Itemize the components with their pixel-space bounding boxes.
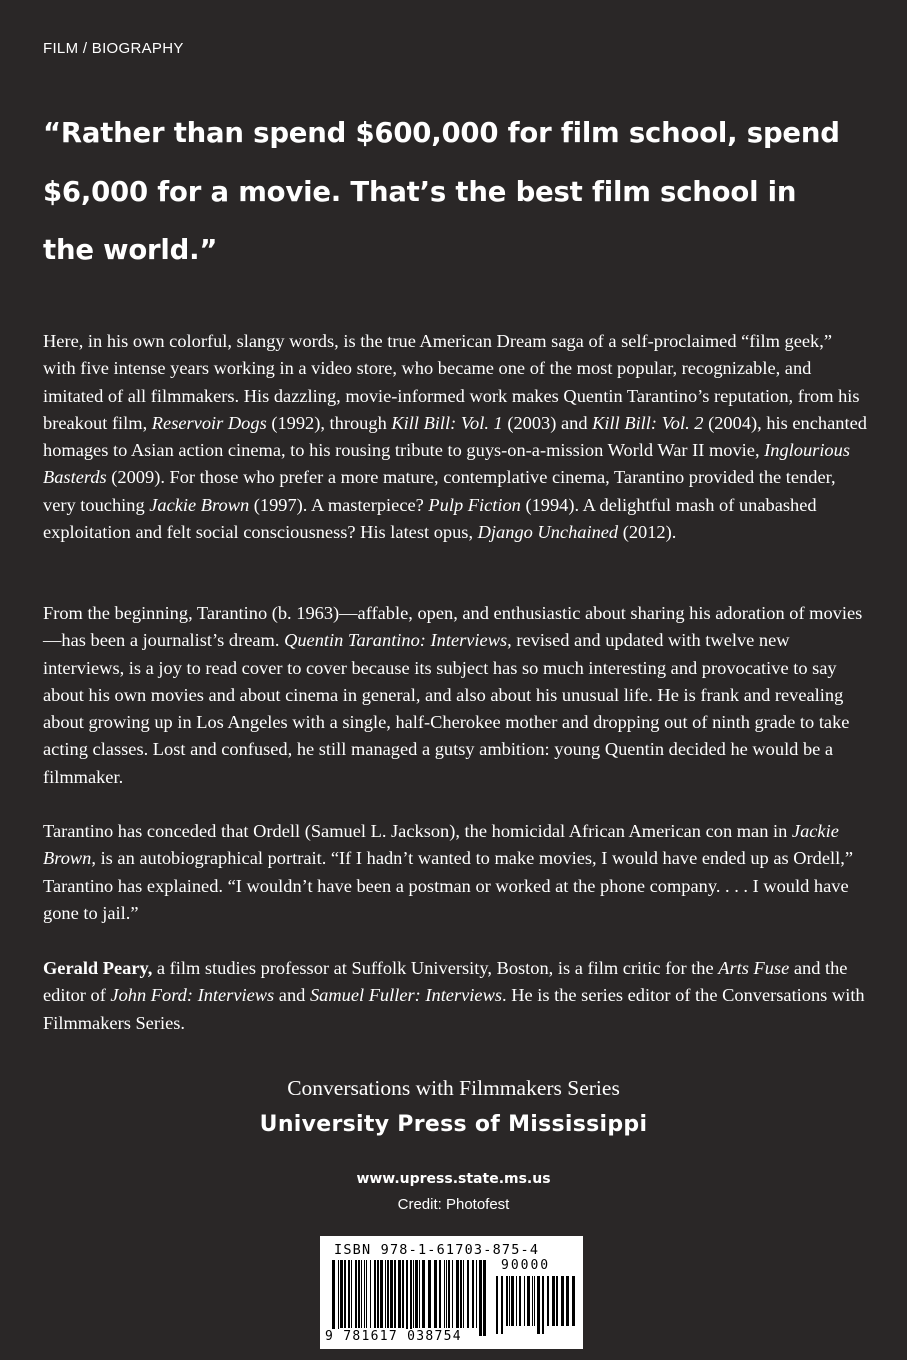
barcode-bar xyxy=(448,1260,450,1328)
barcode-bar xyxy=(351,1260,352,1328)
text-run: (2009). For those who prefer a more mature, contemplative cinema, Tarantino provided the tender, very touching xyxy=(43,467,836,515)
barcode-bar xyxy=(422,1260,425,1328)
barcode-bar xyxy=(390,1260,393,1328)
italic-title: Django Unchained xyxy=(477,522,619,543)
rich-paragraph xyxy=(43,955,868,1037)
barcode-bar xyxy=(446,1260,447,1328)
barcode-bar xyxy=(566,1276,569,1326)
italic-title: Jackie Brown xyxy=(43,821,839,869)
barcode-bar xyxy=(561,1276,564,1326)
text-run: (2003) and xyxy=(502,412,593,433)
pull-quote xyxy=(43,104,873,280)
text-run: (1994). A delightful mash of unabashed exploitation and felt social consciousness? His latest opus, xyxy=(43,494,817,543)
text-run: . He is the series editor of the Conversations with Filmmakers Series. xyxy=(43,985,865,1033)
italic-title: Quentin Tarantino: Interviews xyxy=(284,630,508,651)
barcode-bar xyxy=(572,1276,575,1326)
quote-line: the world.” xyxy=(43,234,218,266)
barcode-bar xyxy=(355,1260,357,1328)
text-run: , is an autobiographical portrait. “If I hadn’t wanted to make movies, I would have ended up as Ordell,” Tarantino has explained. “I wouldn’t have been a postman or worked at the phone company. . . . I would have gone to jail.” xyxy=(43,848,853,923)
bold-name: Gerald Peary, xyxy=(43,958,153,978)
barcode-bar xyxy=(463,1260,464,1328)
addon-barcode-bars xyxy=(496,1276,576,1334)
barcode-bar xyxy=(456,1260,459,1328)
description-paragraph-2 xyxy=(43,600,868,791)
barcode-bar xyxy=(519,1276,521,1326)
text-run: (2012). xyxy=(618,522,677,543)
italic-title: Pulp Fiction xyxy=(428,494,521,515)
barcode-bar xyxy=(374,1260,376,1328)
text-run: (1997). A masterpiece? xyxy=(249,494,429,515)
ean-barcode-bars xyxy=(332,1260,492,1336)
barcode-bar xyxy=(385,1260,386,1328)
barcode-bar xyxy=(344,1260,346,1328)
text-run: and xyxy=(274,985,310,1006)
barcode-bar xyxy=(338,1260,339,1336)
barcode-bar xyxy=(340,1260,343,1328)
italic-title: Jackie Brown xyxy=(149,494,250,515)
barcode-bar xyxy=(358,1260,360,1328)
text-run: (1992), through xyxy=(266,412,392,433)
barcode-bar xyxy=(552,1276,555,1326)
barcode-bar xyxy=(439,1260,441,1328)
barcode-bar xyxy=(361,1260,362,1328)
barcode-bar xyxy=(364,1260,365,1328)
barcode-bar xyxy=(479,1260,482,1336)
barcode-bar xyxy=(406,1260,408,1336)
barcode-bar xyxy=(524,1276,525,1326)
text-run: Tarantino has conceded that Ordell (Samuel L. Jackson), the homicidal African American con man in xyxy=(43,821,792,841)
barcode-bar xyxy=(452,1260,453,1328)
text-run: and the editor of xyxy=(43,958,848,1006)
barcode-bar xyxy=(370,1260,371,1328)
barcode-bar xyxy=(444,1260,445,1328)
barcode-bar xyxy=(537,1276,540,1334)
rich-paragraph xyxy=(43,600,868,791)
text-run: From the beginning, Tarantino (b. 1963)—affable, open, and enthusiastic about sharing his adoration of movies—has been a journalist’s dream. xyxy=(43,603,863,651)
italic-title: John Ford: Interviews xyxy=(110,985,275,1006)
text-run: (2004), his enchanted homages to Asian action cinema, to his rousing tribute to guys-on-a-mission World War II movie, xyxy=(43,412,867,461)
isbn-barcode xyxy=(320,1236,583,1349)
barcode-bar xyxy=(483,1260,486,1336)
barcode-bar xyxy=(472,1260,474,1328)
italic-title: Samuel Fuller: Interviews xyxy=(309,985,502,1006)
rich-paragraph xyxy=(43,328,868,546)
italic-title: Kill Bill: Vol. 1 xyxy=(391,412,503,433)
publisher-name: University Press of Mississippi xyxy=(259,1112,648,1137)
barcode-bar xyxy=(516,1276,517,1326)
italic-title: Inglourious Basterds xyxy=(43,440,850,488)
barcode-bar xyxy=(387,1260,389,1328)
publisher-website: www.upress.state.ms.us xyxy=(356,1171,551,1187)
barcode-bar xyxy=(460,1260,462,1328)
editor-bio-paragraph xyxy=(43,955,868,1037)
price-addon-number: 90000 xyxy=(501,1258,551,1273)
category-label: FILM / BIOGRAPHY xyxy=(43,40,184,57)
photo-credit: Credit: Photofest xyxy=(397,1196,510,1213)
barcode-bar xyxy=(511,1276,514,1326)
italic-title: Arts Fuse xyxy=(718,958,790,978)
barcode-bar xyxy=(532,1276,533,1326)
barcode-bar xyxy=(348,1260,350,1328)
barcode-bar xyxy=(419,1260,420,1328)
barcode-bar xyxy=(534,1276,535,1326)
quote-line: $6,000 for a movie. That’s the best film school in xyxy=(43,175,797,208)
description-paragraph-1 xyxy=(43,328,868,546)
barcode-bar xyxy=(428,1260,431,1328)
barcode-bar xyxy=(402,1260,404,1328)
barcode-bar xyxy=(332,1260,335,1336)
barcode-bar xyxy=(467,1260,469,1328)
barcode-bar xyxy=(410,1260,412,1336)
barcode-bar xyxy=(415,1260,418,1328)
barcode-bar xyxy=(394,1260,396,1328)
barcode-bar xyxy=(547,1276,549,1326)
series-name: Conversations with Filmmakers Series xyxy=(287,1076,620,1100)
barcode-bar xyxy=(380,1260,383,1328)
text-run: Here, in his own colorful, slangy words, is the true American Dream saga of a self-proclaimed “film geek,” with five intense years working in a video store, who became one of the most popular, recognizable, and imitated of all filmmakers. His dazzling, movie-informed work makes Quentin Tarantino’s reputation, from his breakout film, xyxy=(43,331,860,433)
description-paragraph-3 xyxy=(43,818,868,927)
italic-title: Reservoir Dogs xyxy=(151,412,267,433)
barcode-bar xyxy=(527,1276,530,1326)
ean-number: 9 781617 038754 xyxy=(325,1329,462,1344)
barcode-bar xyxy=(556,1276,558,1326)
barcode-bar xyxy=(366,1260,367,1328)
barcode-bar xyxy=(377,1260,379,1328)
barcode-bar xyxy=(398,1260,401,1328)
barcode-bar xyxy=(434,1260,437,1328)
text-run: a film studies professor at Suffolk University, Boston, is a film critic for the xyxy=(152,958,719,978)
quote-line: “Rather than spend $600,000 for film school, spend xyxy=(43,117,840,149)
barcode-bar xyxy=(506,1276,508,1326)
rich-paragraph xyxy=(43,818,868,927)
barcode-bar xyxy=(413,1260,414,1328)
barcode-bar xyxy=(476,1260,477,1328)
barcode-bar xyxy=(509,1276,510,1326)
italic-title: Kill Bill: Vol. 2 xyxy=(592,412,704,433)
text-run: , revised and updated with twelve new interviews, is a joy to read cover to cover because its subject has so much interesting and provocative to say about his own movies and about cinema in general, and also about his unusual life. He is frank and revealing about growing up in Los Angeles with a single, half-Cherokee mother and dropping out of ninth grade to take acting classes. Lost and confused, he still managed a gutsy ambition: young Quentin decided he would be a filmmaker. xyxy=(43,630,850,787)
barcode-bar xyxy=(501,1276,503,1334)
barcode-bar xyxy=(496,1276,498,1334)
isbn-number: ISBN 978-1-61703-875-4 xyxy=(334,1242,540,1258)
barcode-bar xyxy=(542,1276,544,1334)
